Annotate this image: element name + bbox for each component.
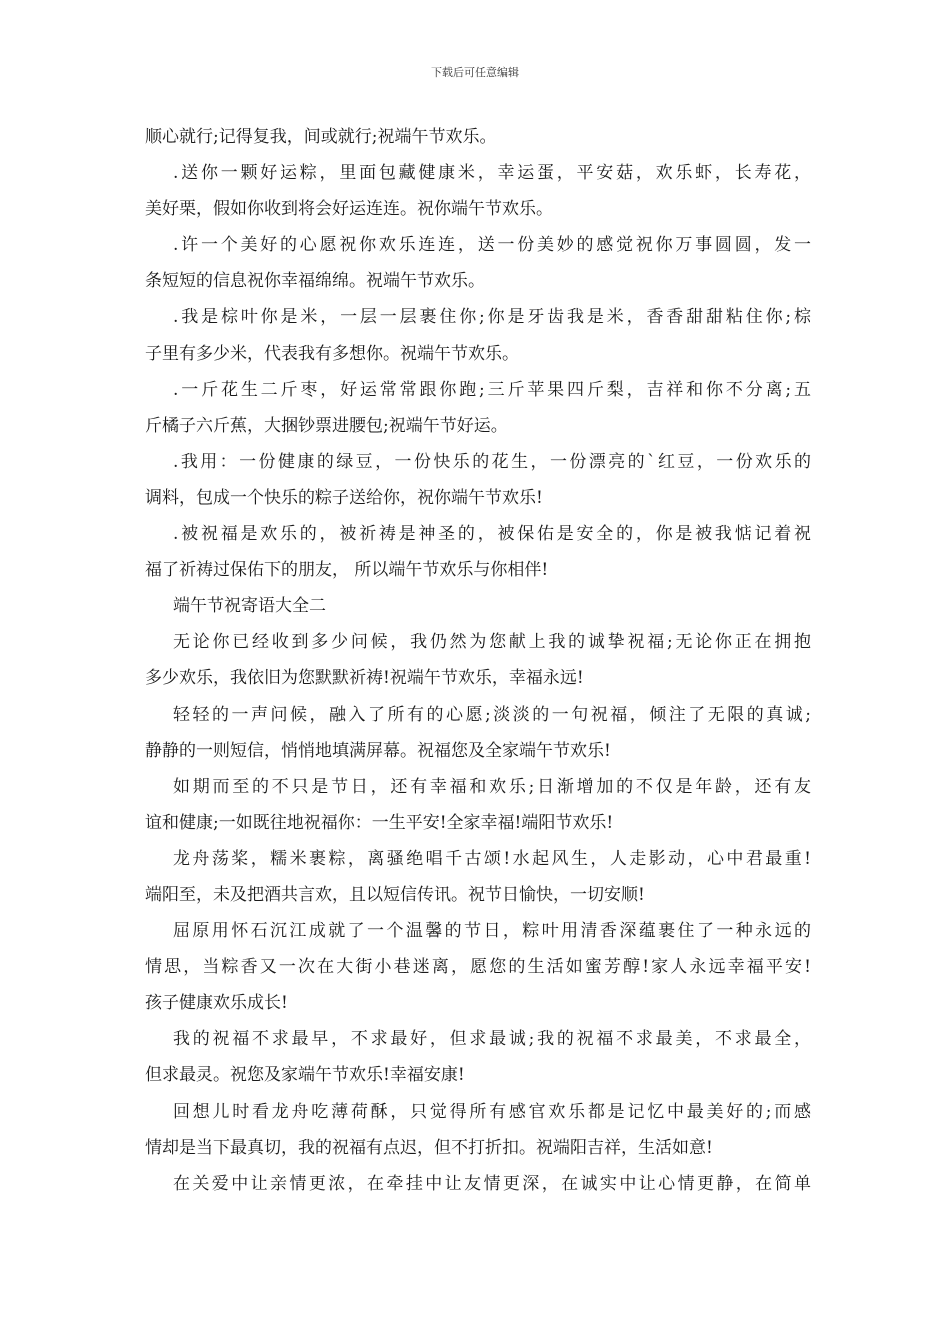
text-line: 但求最灵。祝您及家端午节欢乐!幸福安康! [145,1065,465,1086]
text-line: .许一个美好的心愿祝你欢乐连连，送一份美妙的感觉祝你万事圆圆，发一 [173,235,811,256]
text-line: 斤橘子六斤蕉，大捆钞票进腰包;祝端午节好运。 [145,415,508,436]
text-line: 多少欢乐，我依旧为您默默祈祷!祝端午节欢乐，幸福永远! [145,668,584,689]
text-line: 端午节祝寄语大全二 [173,596,326,617]
text-line: .一斤花生二斤枣，好运常常跟你跑;三斤苹果四斤梨，吉祥和你不分离;五 [173,379,811,400]
text-line: 在关爱中让亲情更浓，在牵挂中让友情更深，在诚实中让心情更静，在简单 [173,1173,811,1194]
text-line: 屈原用怀石沉江成就了一个温馨的节日，粽叶用清香深蕴裹住了一种永远的 [173,921,811,942]
text-line: .我用：一份健康的绿豆，一份快乐的花生，一份漂亮的`红豆，一份欢乐的 [173,451,811,472]
text-line: 静静的一则短信，悄悄地填满屏幕。祝福您及全家端午节欢乐! [145,740,611,761]
text-line: 孩子健康欢乐成长! [145,993,288,1014]
text-line: 端阳至，未及把酒共言欢，且以短信传讯。祝节日愉快，一切安顺! [145,884,645,905]
document-body [145,119,811,1202]
text-line: 调料，包成一个快乐的粽子送给你，祝你端午节欢乐! [145,487,543,508]
text-line: 情思，当粽香又一次在大街小巷迷离，愿您的生活如蜜芳醇!家人永远幸福平安! [145,957,811,978]
text-line: 轻轻的一声问候，融入了所有的心愿;淡淡的一句祝福，倾注了无限的真诚; [173,704,811,725]
text-line: 如期而至的不只是节日，还有幸福和欢乐;日渐增加的不仅是年龄，还有友 [173,776,811,797]
text-line: 龙舟荡桨，糯米裹粽，离骚绝唱千古颂!水起风生，人走影动，心中君最重! [173,848,811,869]
text-line: 福了祈祷过保佑下的朋友， 所以端午节欢乐与你相伴! [145,560,549,581]
text-line: .被祝福是欢乐的，被祈祷是神圣的，被保佑是安全的，你是被我惦记着祝 [173,524,811,545]
page-header: 下载后可任意编辑 [431,66,519,79]
text-line: .我是棕叶你是米，一层一层裹住你;你是牙齿我是米，香香甜甜粘住你;棕 [173,307,811,328]
text-line: 美好栗，假如你收到将会好运连连。祝你端午节欢乐。 [145,199,553,220]
text-line: 条短短的信息祝你幸福绵绵。祝端午节欢乐。 [145,271,485,292]
text-line: 情却是当下最真切，我的祝福有点迟，但不打折扣。祝端阳吉祥，生活如意! [145,1137,713,1158]
text-line: .送你一颗好运粽，里面包藏健康米，幸运蛋，平安菇，欢乐虾，长寿花， [173,163,811,184]
text-line: 我的祝福不求最早，不求最好，但求最诚;我的祝福不求最美，不求最全， [173,1029,811,1050]
text-line: 回想儿时看龙舟吃薄荷酥，只觉得所有感官欢乐都是记忆中最美好的;而感 [173,1101,811,1122]
text-line: 顺心就行;记得复我，间或就行;祝端午节欢乐。 [145,127,497,147]
text-line: 无论你已经收到多少问候，我仍然为您献上我的诚挚祝福;无论你正在拥抱 [173,632,811,653]
text-line: 谊和健康;一如既往地祝福你：一生平安!全家幸福!端阳节欢乐! [145,812,614,833]
text-line: 子里有多少米，代表我有多想你。祝端午节欢乐。 [145,343,519,364]
